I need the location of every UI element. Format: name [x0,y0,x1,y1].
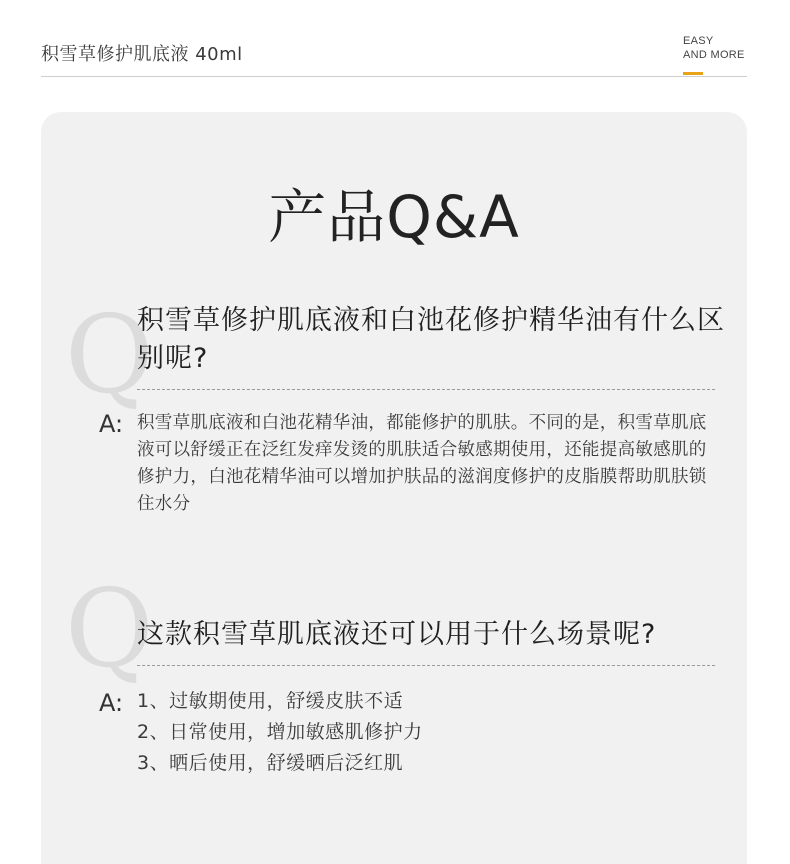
a-mark-label: A: [99,689,124,717]
dashed-divider [137,665,715,666]
q-mark-icon: Q [65,293,154,418]
brand-tagline [683,34,747,75]
answer-list [137,686,721,779]
header [41,28,747,78]
answer-list-item: 3、晒后使用，舒缓晒后泛红肌 [137,752,404,774]
dashed-divider [137,389,715,390]
a-mark-label: A: [99,410,124,438]
answer-text: 积雪草肌底液和白池花精华油，都能修护的肌肤。不同的是，积雪草肌底液可以舒缓正在泛红发痒发烫的肌肤适合敏感期使用，还能提高敏感肌的修护力，白池花精华油可以增加护肤品的滋润度修护的皮脂膜帮助肌肤锁住水分 [137,413,707,514]
question-text: 积雪草修护肌底液和白池花修护精华油有什么区别呢? [137,305,725,374]
accent-bar [683,72,703,75]
product-title: 积雪草修护肌底液 40ml [41,44,243,65]
qa-card [41,112,747,864]
tagline-line-2: AND MORE [683,49,745,61]
header-divider [41,76,747,77]
answer-list-item: 2、日常使用，增加敏感肌修护力 [137,721,423,743]
tagline-line-1: EASY [683,35,714,47]
question-text: 这款积雪草肌底液还可以用于什么场景呢? [137,619,657,650]
page-title: 产品Q&A [268,183,520,251]
answer-list-item: 1、过敏期使用，舒缓皮肤不适 [137,690,404,712]
q-mark-icon: Q [65,567,154,692]
